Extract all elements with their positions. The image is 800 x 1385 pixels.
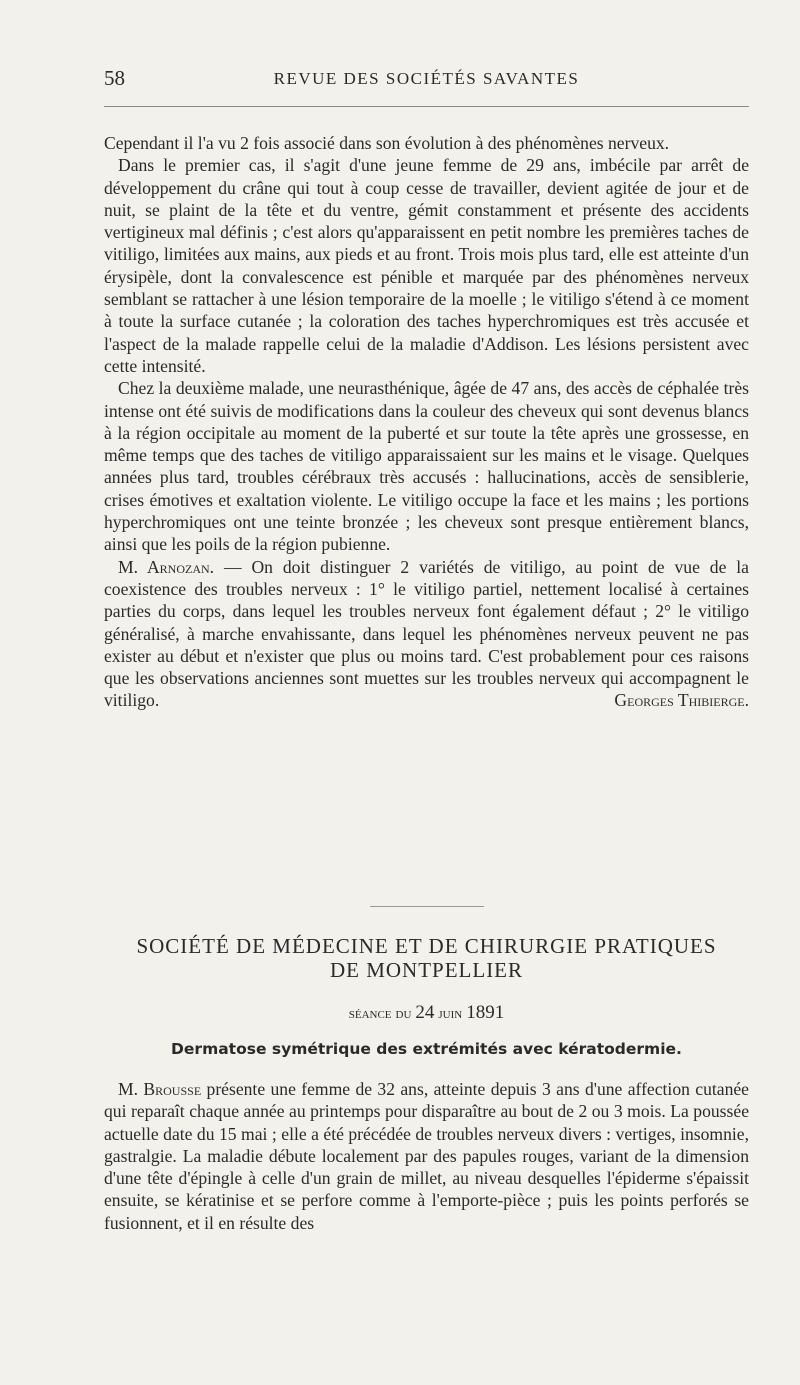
article-speaker: M. Brousse: [118, 1079, 202, 1099]
paragraph-4-text: — On doit distinguer 2 variétés de vitiligo, au point de vue de la coexistence des troubles nerveux : 1° le vitiligo partiel, nettement localisé à certaines parties du corps, dans lequel les troubles nerveux font également défaut ; 2° le vitiligo généralisé, à marche envahissante, dans lequel les phénomènes nerveux peuvent ne pas exister au début et n'exister que plus ou moins tard. C'est probablement pour ces raisons que les observations anciennes sont muettes sur les troubles nerveux qui accompagnent le vitiligo.: [104, 556, 749, 711]
paragraph-2: Dans le premier cas, il s'agit d'une jeune femme de 29 ans, imbécile par arrêt de développement du crâne qui tout à coup cesse de travailler, devient agitée de jour et de nuit, se plaint de la tête et du ventre, gémit constamment et présente des accidents vertigineux mal définis ; c'est alors qu'apparaissent en petit nombre les premières taches de vitiligo, limitées aux mains, aux pieds et au front. Trois mois plus tard, elle est atteinte d'un érysipèle, dont la convalescence est pénible et marquée par des phénomènes nerveux semblant se rattacher à une lésion temporaire de la moelle ; le vitiligo s'étend à ce moment à toute la surface cutanée ; la coloration des taches hyperchromiques est très accusée et l'aspect de la malade rappelle celui de la maladie d'Addison. Les lésions persistent avec cette intensité.: [104, 155, 749, 376]
running-title: REVUE DES SOCIÉTÉS SAVANTES: [273, 69, 580, 88]
article-title: Dermatose symétrique des extrémités avec kératodermie.: [171, 1040, 682, 1058]
body-section-2: [104, 1078, 749, 1234]
page-number: 58: [104, 66, 125, 90]
page-header: [104, 66, 749, 96]
society-title-line-2: DE MONTPELLIER: [329, 958, 524, 982]
session-prefix: séance du: [348, 1005, 412, 1022]
session-date: [104, 1002, 749, 1024]
article-paragraph: [104, 1078, 749, 1234]
society-title-line-1: SOCIÉTÉ DE MÉDECINE ET DE CHIRURGIE PRATIQUES: [136, 934, 717, 958]
article-text: présente une femme de 32 ans, atteinte depuis 3 ans d'une affection cutanée qui reparaît chaque année au printemps pour disparaître au bout de 2 ou 3 mois. La poussée actuelle date du 15 mai ; elle a été précédée de troubles nerveux divers : vertiges, insomnie, gastralgie. La maladie débute localement par des papules rouges, variant de la dimension d'une tête d'épingle à celle d'un grain de millet, au niveau desquelles l'épiderme s'épaissit ensuite, se kératinise et se perfore comme à l'emporte-pièce ; puis les points perforés se fusionnent, et il en résulte des: [104, 1079, 749, 1233]
header-rule: [104, 106, 749, 107]
paragraph-3: Chez la deuxième malade, une neurasthénique, âgée de 47 ans, des accès de céphalée très intense ont été suivis de modifications dans la couleur des cheveux qui sont devenus blancs à la région occipitale au moment de la puberté et sur toute la tête après une grossesse, en même temps que des taches de vitiligo apparaissaient sur les mains et le visage. Quelques années plus tard, troubles cérébraux très accusés : hallucinations, accès de sensiblerie, crises émotives et exaltation violente. Le vitiligo occupe la face et les mains ; les portions hyperchromiques ont une teinte bronzée ; les cheveux sont presque entièrement blancs, ainsi que les poils de la région pubienne.: [104, 378, 749, 555]
session-day: 24: [415, 1002, 435, 1023]
paragraph-4: [104, 556, 749, 712]
speaker-name: M. Arnozan.: [118, 556, 215, 577]
paragraph-1: Cependant il l'a vu 2 fois associé dans son évolution à des phénomènes nerveux.: [104, 133, 670, 153]
signature: Georges Thibierge.: [614, 690, 749, 711]
session-year: 1891: [466, 1002, 505, 1023]
body-section-1: [104, 132, 749, 712]
session-month: juin: [438, 1005, 463, 1022]
section-divider: [370, 906, 484, 907]
